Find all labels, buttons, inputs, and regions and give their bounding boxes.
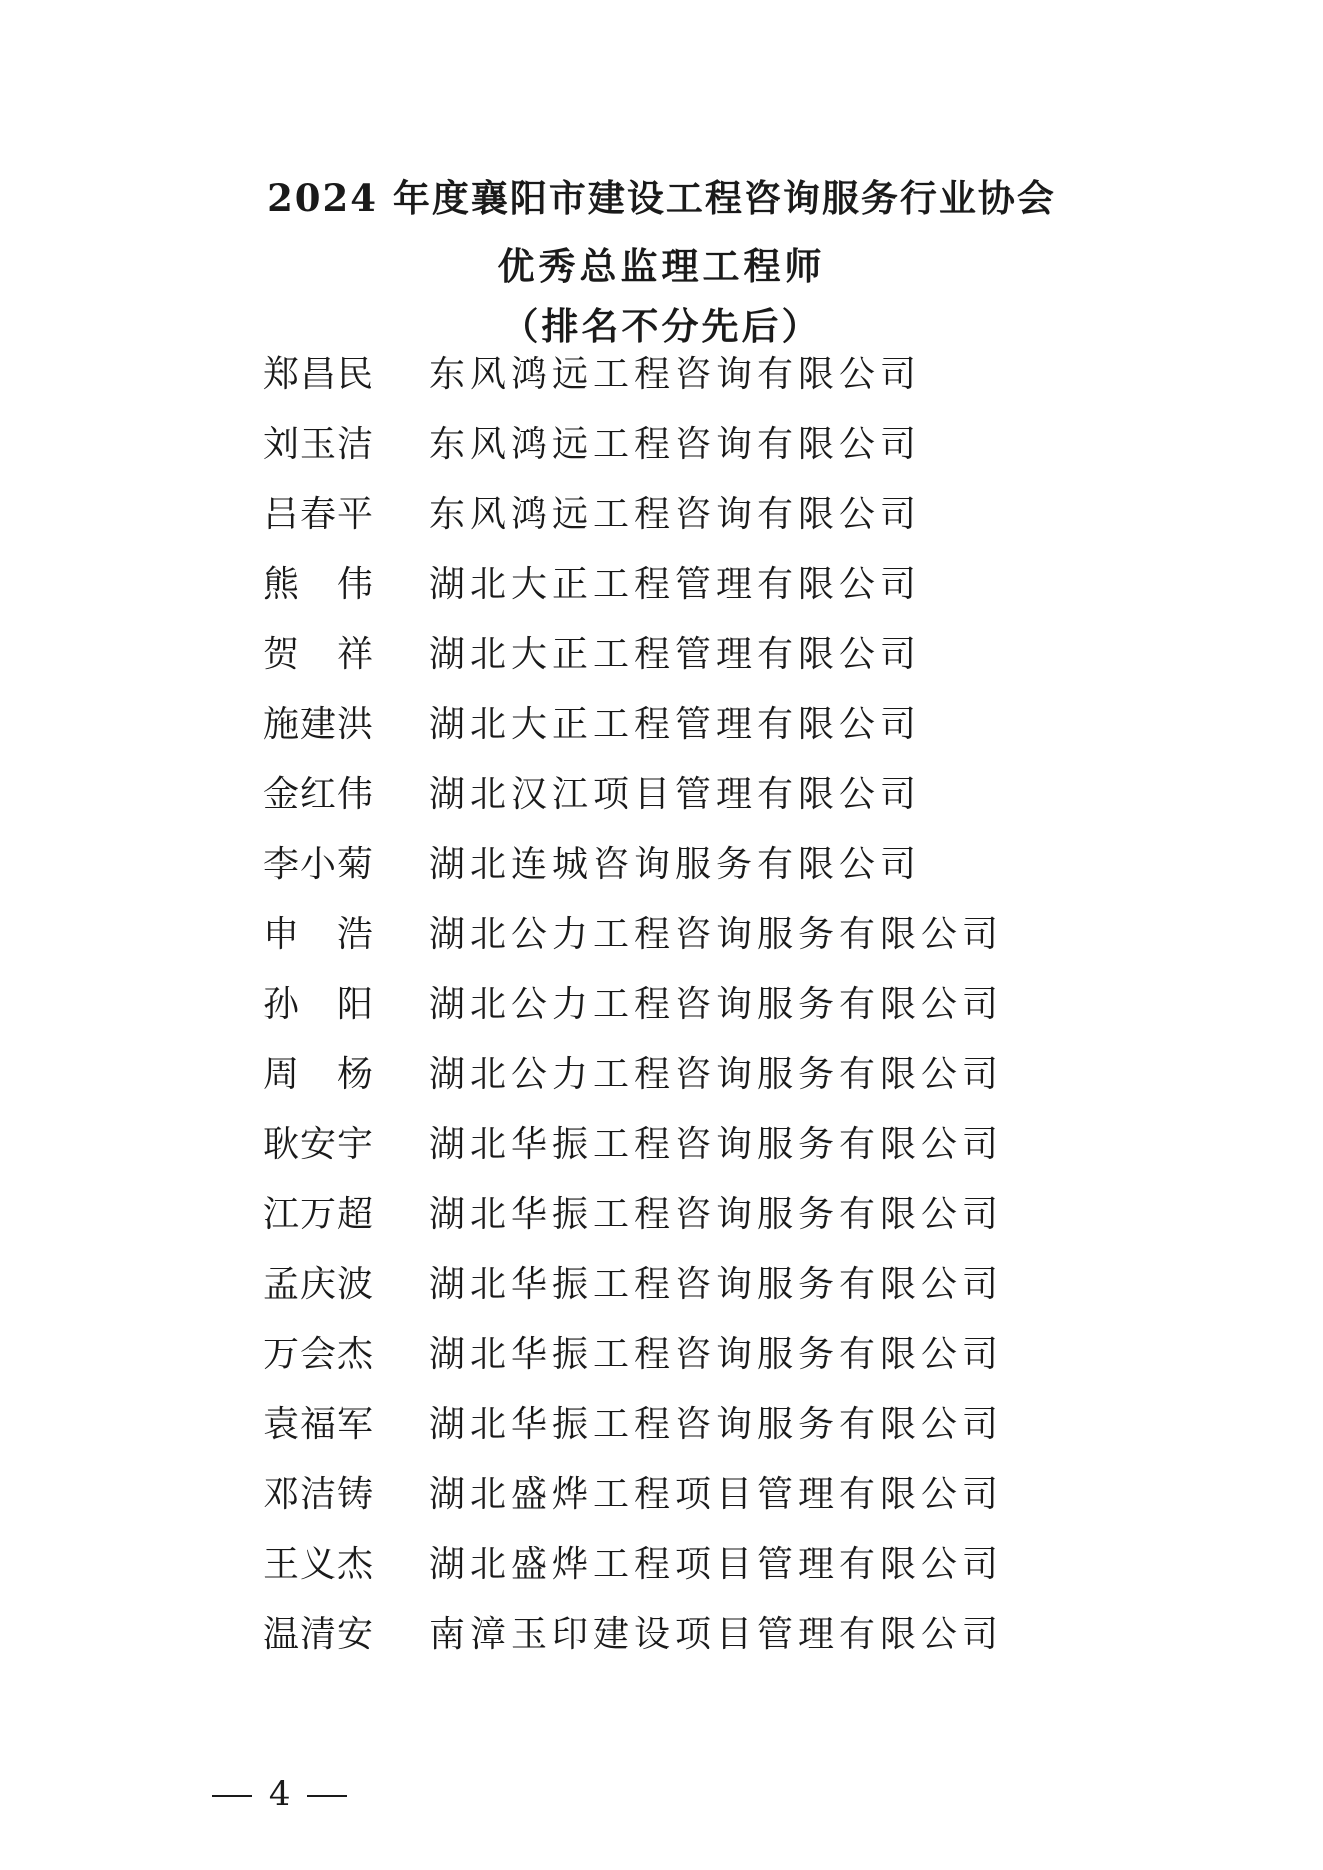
honoree-name: 王义杰: [263, 1544, 373, 1585]
page-number: 4: [268, 1774, 291, 1814]
honoree-company: 湖北盛烨工程项目管理有限公司: [429, 1474, 1004, 1515]
honoree-name: 申 浩: [263, 914, 373, 955]
footer-dash-right: [307, 1795, 347, 1797]
list-item: [263, 773, 1063, 843]
list-item: [263, 353, 1063, 423]
list-item: [263, 1123, 1063, 1193]
honoree-company: 湖北连城咨询服务有限公司: [429, 844, 922, 885]
honoree-name: 金红伟: [263, 774, 373, 815]
honoree-name: 施建洪: [263, 704, 373, 745]
honoree-name: 熊 伟: [263, 564, 373, 605]
honoree-name: 万会杰: [263, 1334, 373, 1375]
honoree-company: 湖北公力工程咨询服务有限公司: [429, 984, 1004, 1025]
honoree-name: 刘玉洁: [263, 424, 373, 465]
list-item: [263, 563, 1063, 633]
honoree-name: 孟庆波: [263, 1264, 373, 1305]
honoree-company: 湖北大正工程管理有限公司: [429, 704, 922, 745]
honoree-name: 吕春平: [263, 494, 373, 535]
honoree-company: 东风鸿远工程咨询有限公司: [429, 354, 922, 395]
honoree-company: 湖北公力工程咨询服务有限公司: [429, 914, 1004, 955]
honoree-company: 湖北华振工程咨询服务有限公司: [429, 1264, 1004, 1305]
honoree-company: 湖北公力工程咨询服务有限公司: [429, 1054, 1004, 1095]
honoree-company: 东风鸿远工程咨询有限公司: [429, 424, 922, 465]
honoree-name: 郑昌民: [263, 354, 373, 395]
honoree-company: 湖北华振工程咨询服务有限公司: [429, 1194, 1004, 1235]
list-item: [263, 1193, 1063, 1263]
honoree-name: 耿安宇: [263, 1124, 373, 1165]
list-item: [263, 423, 1063, 493]
list-item: [263, 1053, 1063, 1123]
list-item: [263, 843, 1063, 913]
list-item: [263, 493, 1063, 563]
list-item: [263, 913, 1063, 983]
footer-dash-left: [212, 1795, 252, 1797]
honoree-company: 湖北华振工程咨询服务有限公司: [429, 1404, 1004, 1445]
list-item: [263, 1403, 1063, 1473]
honoree-company: 湖北大正工程管理有限公司: [429, 564, 922, 605]
honoree-company: 湖北大正工程管理有限公司: [429, 634, 922, 675]
honoree-company: 湖北汉江项目管理有限公司: [429, 774, 922, 815]
document-title: 2024 年度襄阳市建设工程咨询服务行业协会: [267, 176, 1056, 220]
honoree-company: 东风鸿远工程咨询有限公司: [429, 494, 922, 535]
honoree-name: 袁福军: [263, 1404, 373, 1445]
document-subtitle: 优秀总监理工程师: [497, 244, 826, 288]
honoree-name: 周 杨: [263, 1054, 373, 1095]
list-item: [263, 703, 1063, 773]
list-item: [263, 1613, 1063, 1683]
honoree-list: [263, 353, 1063, 1683]
list-item: [263, 983, 1063, 1053]
honoree-company: 湖北华振工程咨询服务有限公司: [429, 1124, 1004, 1165]
honoree-name: 邓洁铸: [263, 1474, 373, 1515]
honoree-name: 李小菊: [263, 844, 373, 885]
list-item: [263, 633, 1063, 703]
honoree-company: 湖北盛烨工程项目管理有限公司: [429, 1544, 1004, 1585]
honoree-name: 江万超: [263, 1194, 373, 1235]
honoree-name: 贺 祥: [263, 634, 373, 675]
honoree-name: 温清安: [263, 1614, 373, 1655]
honoree-name: 孙 阳: [263, 984, 373, 1025]
list-item: [263, 1543, 1063, 1613]
list-item: [263, 1333, 1063, 1403]
list-item: [263, 1263, 1063, 1333]
ranking-note: （排名不分先后）: [501, 304, 822, 348]
list-item: [263, 1473, 1063, 1543]
honoree-company: 湖北华振工程咨询服务有限公司: [429, 1334, 1004, 1375]
page-footer: [206, 1774, 353, 1814]
honoree-company: 南漳玉印建设项目管理有限公司: [429, 1614, 1004, 1655]
